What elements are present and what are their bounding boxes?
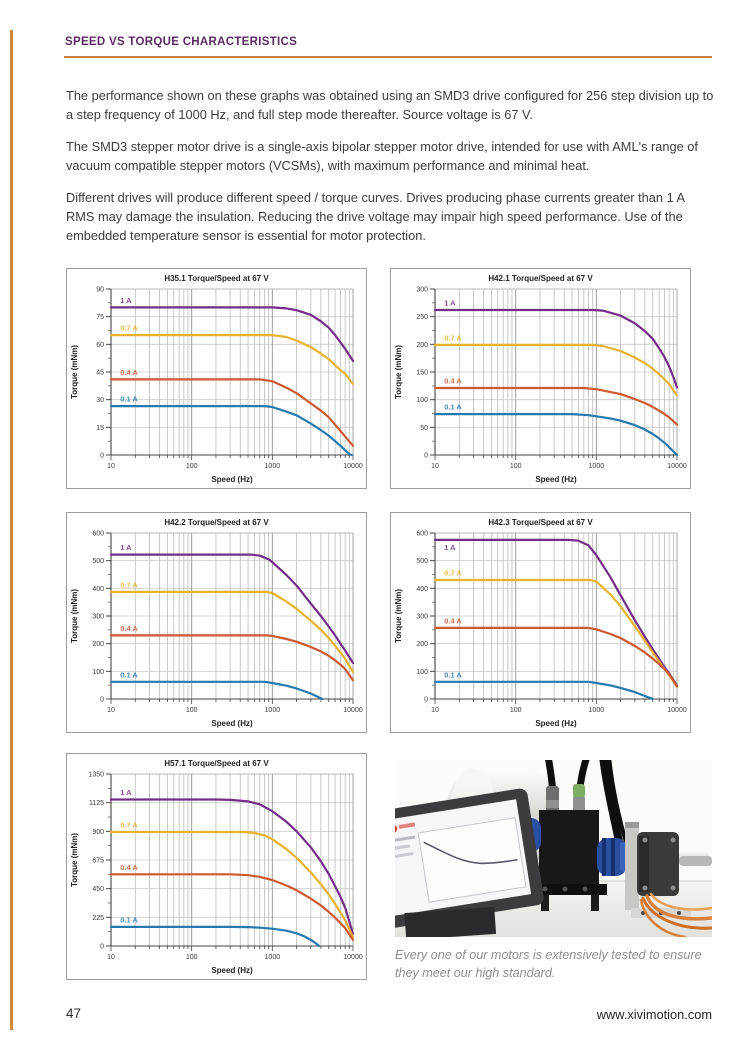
svg-text:15: 15 — [96, 424, 104, 432]
svg-text:100: 100 — [185, 463, 198, 470]
chart-card-h42-1 — [390, 268, 691, 489]
svg-text:10000: 10000 — [343, 463, 363, 470]
svg-text:10: 10 — [107, 463, 115, 470]
chart-card-h35-1 — [66, 268, 367, 489]
svg-text:90: 90 — [96, 286, 104, 294]
svg-text:500: 500 — [92, 558, 104, 566]
svg-text:0: 0 — [424, 696, 428, 704]
chart-plot-h42-1 — [391, 269, 690, 488]
svg-text:1 A: 1 A — [120, 787, 132, 797]
svg-text:Speed (Hz): Speed (Hz) — [535, 719, 577, 728]
svg-text:0.7 A: 0.7 A — [444, 568, 462, 578]
svg-text:0.4 A: 0.4 A — [444, 616, 462, 626]
svg-text:1125: 1125 — [88, 800, 104, 808]
svg-text:0.4 A: 0.4 A — [444, 376, 462, 386]
chart-card-h42-3 — [390, 512, 691, 733]
svg-text:10000: 10000 — [667, 707, 687, 714]
svg-text:0.1 A: 0.1 A — [444, 402, 462, 412]
svg-text:0.7 A: 0.7 A — [120, 580, 138, 590]
paragraph-drive-warning: Different drives will produce different speed / torque curves. Drives producing phase currents greater than 1 A RMS may damage the insulation. Reducing the drive voltage may impair high speed performance. Use of the embedded temperature sensor is essential for motor protection. — [66, 190, 685, 243]
chart-plot-h35-1 — [67, 269, 366, 488]
svg-text:400: 400 — [416, 585, 428, 593]
page-title: SPEED VS TORQUE CHARACTERISTICS — [65, 36, 298, 48]
chart-card-h42-2 — [66, 512, 367, 733]
svg-text:900: 900 — [92, 828, 104, 836]
svg-text:500: 500 — [416, 558, 428, 566]
svg-text:150: 150 — [416, 369, 428, 377]
svg-text:75: 75 — [96, 314, 104, 322]
svg-text:10: 10 — [107, 954, 115, 961]
svg-text:0.1 A: 0.1 A — [120, 394, 138, 404]
svg-text:400: 400 — [92, 585, 104, 593]
svg-text:100: 100 — [416, 668, 428, 676]
svg-text:0.4 A: 0.4 A — [120, 367, 138, 377]
footer-page-number: 47 — [66, 1006, 82, 1021]
svg-text:0.7 A: 0.7 A — [120, 820, 138, 830]
svg-text:100: 100 — [185, 954, 198, 961]
chart-title-h42-3: H42.3 Torque/Speed at 67 V — [488, 518, 593, 527]
svg-text:Torque (mNm): Torque (mNm) — [394, 588, 403, 644]
svg-text:0.4 A: 0.4 A — [120, 862, 138, 872]
svg-text:0.1 A: 0.1 A — [120, 670, 138, 680]
svg-text:0: 0 — [424, 452, 428, 460]
svg-text:1 A: 1 A — [444, 298, 456, 308]
svg-text:100: 100 — [509, 707, 522, 714]
svg-text:0.1 A: 0.1 A — [120, 915, 138, 925]
svg-text:Torque (mNm): Torque (mNm) — [70, 588, 79, 644]
svg-text:10000: 10000 — [667, 463, 687, 470]
svg-text:1000: 1000 — [264, 707, 281, 714]
svg-text:1000: 1000 — [588, 707, 605, 714]
svg-text:0: 0 — [100, 696, 104, 704]
svg-text:600: 600 — [416, 530, 428, 538]
svg-text:200: 200 — [416, 341, 428, 349]
chart-title-h57-1: H57.1 Torque/Speed at 67 V — [164, 759, 269, 768]
paragraph-drive-config: The performance shown on these graphs was obtained using an SMD3 drive configured for 256 step division up to a step frequency of 1000 Hz, and full step mode thereafter. Source voltage is 67 V. — [66, 88, 714, 122]
motor-test-rig-photo — [395, 760, 712, 937]
svg-text:0.7 A: 0.7 A — [444, 333, 462, 343]
paragraph-smd3-description: The SMD3 stepper motor drive is a single-axis bipolar stepper motor drive, intended for use with AML's range of vacuum compatible stepper motors (VCSMs), with maximum performance and minimal heat. — [66, 139, 698, 173]
svg-text:1 A: 1 A — [120, 543, 132, 553]
svg-text:200: 200 — [416, 641, 428, 649]
svg-text:1000: 1000 — [264, 463, 281, 470]
chart-plot-h57-1 — [67, 754, 366, 979]
svg-text:Torque (mNm): Torque (mNm) — [70, 832, 79, 888]
footer-website: www.xivimotion.com — [596, 1007, 712, 1022]
svg-text:300: 300 — [416, 613, 428, 621]
svg-text:450: 450 — [92, 886, 104, 894]
chart-title-h35-1: H35.1 Torque/Speed at 67 V — [164, 274, 269, 283]
chart-plot-h42-2 — [67, 513, 366, 732]
chart-title-h42-2: H42.2 Torque/Speed at 67 V — [164, 518, 269, 527]
svg-text:1 A: 1 A — [120, 295, 132, 305]
chart-plot-h42-3 — [391, 513, 690, 732]
svg-text:60: 60 — [96, 341, 104, 349]
svg-text:50: 50 — [420, 424, 428, 432]
svg-text:100: 100 — [416, 397, 428, 405]
svg-text:225: 225 — [92, 914, 104, 922]
svg-text:300: 300 — [92, 613, 104, 621]
photo-caption: Every one of our motors is extensively tested to ensure they meet our high standard. — [395, 948, 702, 980]
svg-text:675: 675 — [92, 857, 104, 865]
svg-text:10: 10 — [431, 707, 439, 714]
svg-text:0.7 A: 0.7 A — [120, 323, 138, 333]
chart-card-h57-1 — [66, 753, 367, 980]
svg-text:0: 0 — [100, 452, 104, 460]
chart-title-h42-1: H42.1 Torque/Speed at 67 V — [488, 274, 593, 283]
svg-text:250: 250 — [416, 314, 428, 322]
svg-text:100: 100 — [185, 707, 198, 714]
svg-text:Speed (Hz): Speed (Hz) — [211, 719, 253, 728]
svg-text:30: 30 — [96, 397, 104, 405]
svg-text:10: 10 — [431, 463, 439, 470]
svg-text:0: 0 — [100, 943, 104, 951]
svg-text:1000: 1000 — [588, 463, 605, 470]
svg-text:45: 45 — [96, 369, 104, 377]
svg-text:Torque (mNm): Torque (mNm) — [70, 344, 79, 400]
svg-text:300: 300 — [416, 286, 428, 294]
svg-text:100: 100 — [92, 668, 104, 676]
header-rule — [64, 56, 712, 58]
svg-text:1350: 1350 — [88, 771, 104, 779]
svg-text:Torque (mNm): Torque (mNm) — [394, 344, 403, 400]
svg-text:100: 100 — [509, 463, 522, 470]
svg-text:10000: 10000 — [343, 954, 363, 961]
svg-text:0.4 A: 0.4 A — [120, 623, 138, 633]
svg-text:0.1 A: 0.1 A — [444, 670, 462, 680]
svg-text:Speed (Hz): Speed (Hz) — [535, 475, 577, 484]
svg-text:600: 600 — [92, 530, 104, 538]
body-copy — [66, 86, 714, 258]
svg-text:200: 200 — [92, 641, 104, 649]
svg-text:10: 10 — [107, 707, 115, 714]
page-edge-accent-bar — [10, 30, 13, 1030]
svg-text:Speed (Hz): Speed (Hz) — [211, 475, 253, 484]
svg-text:1 A: 1 A — [444, 542, 456, 552]
svg-text:10000: 10000 — [343, 707, 363, 714]
svg-text:Speed (Hz): Speed (Hz) — [211, 966, 253, 975]
svg-text:1000: 1000 — [264, 954, 281, 961]
motor-test-rig-illustration — [395, 760, 712, 937]
